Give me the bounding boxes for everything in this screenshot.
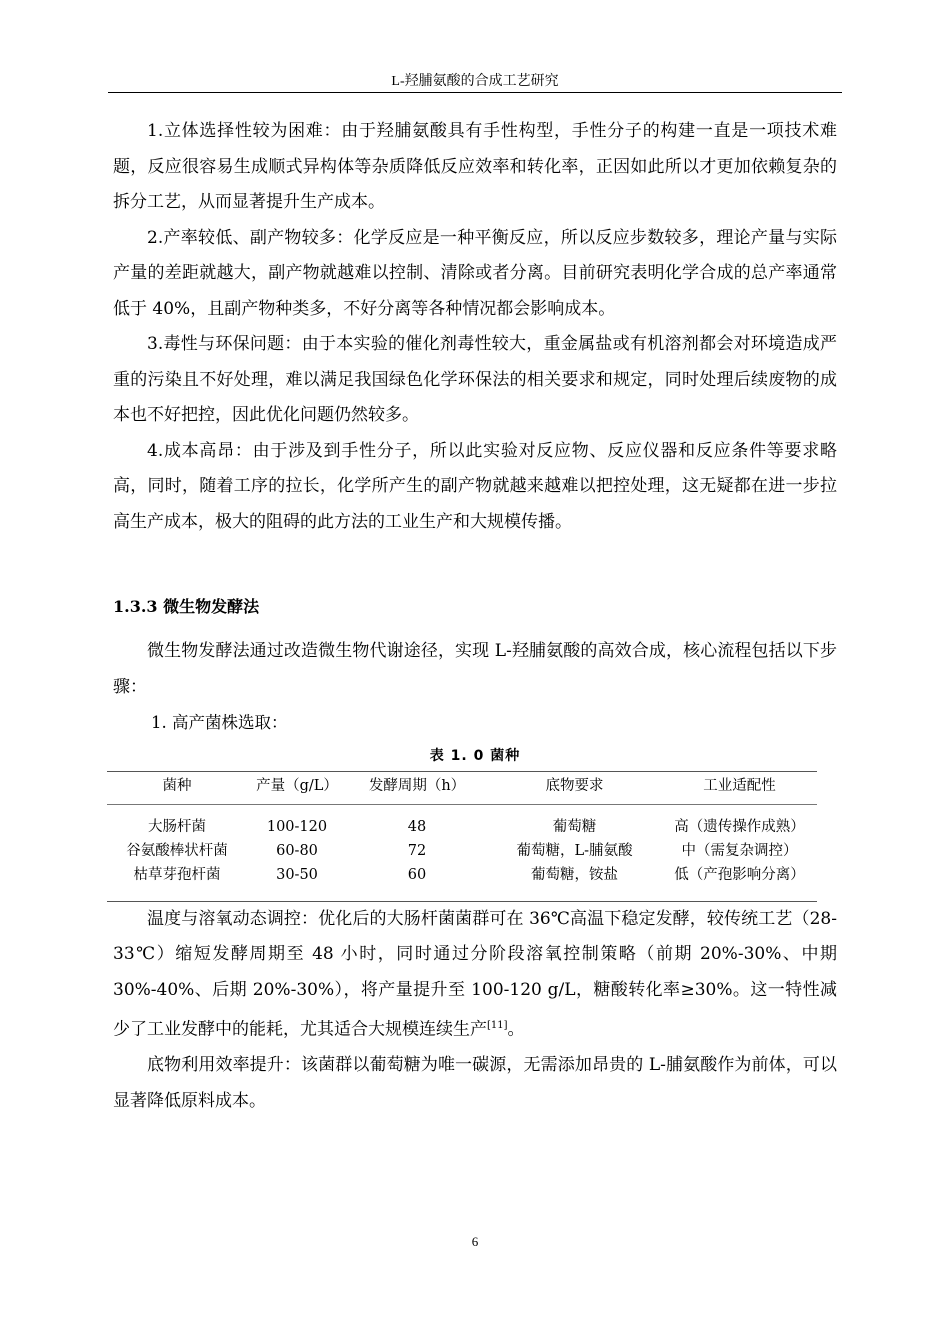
section-heading: 1.3.3 微生物发酵法 bbox=[113, 597, 260, 616]
table-cell: 72 bbox=[407, 842, 427, 859]
column-header: 产量（g/L） bbox=[256, 777, 338, 794]
column-header: 菌种 bbox=[162, 777, 192, 794]
section-intro: 微生物发酵法通过改造微生物代谢途径，实现 L-羟脯氨酸的高效合成，核心流程包括以下步骤： bbox=[113, 641, 837, 697]
table-cell: 葡萄糖，铵盐 bbox=[531, 866, 618, 883]
table-cell: 48 bbox=[407, 818, 427, 835]
list-item-strain-selection: 1. 高产菌株选取： bbox=[151, 713, 288, 732]
table-row bbox=[107, 804, 817, 839]
table-cell: 30-50 bbox=[276, 866, 318, 883]
citation-reference[interactable]: [11] bbox=[487, 1020, 508, 1031]
paragraph-end-mark: 。 bbox=[507, 1019, 525, 1040]
paragraph-low-yield: 2.产率较低、副产物较多：化学反应是一种平衡反应，所以反应步数较多，理论产量与实际产量的差距就越大，副产物就越难以控制、清除或者分离。目前研究表明化学合成的总产率通常低于 40%，且副产物种类多，不好分离等各种情况都会影响成本。 bbox=[113, 227, 837, 319]
table-caption: 表 1. 0 菌种 bbox=[429, 747, 521, 764]
table-cell: 60-80 bbox=[276, 842, 318, 859]
paragraph-text: 温度与溶氧动态调控：优化后的大肠杆菌菌群可在 36℃高温下稳定发酵，较传统工艺（28-33℃）缩短发酵周期至 48 小时，同时通过分阶段溶氧控制策略（前期 20%-30%、中期 30%-40%、后期 20%-30%），将产量提升至 100-120 g/L，糖酸转化率≥30%。这一特性减少了工业发酵中的能耗，尤其适合大规模连续生产 bbox=[113, 908, 837, 1040]
table-cell: 中（需复杂调控） bbox=[681, 842, 798, 859]
table-row bbox=[107, 863, 817, 902]
column-header: 发酵周期（h） bbox=[368, 777, 466, 794]
paragraph-toxicity: 3.毒性与环保问题：由于本实验的催化剂毒性较大，重金属盐或有机溶剂都会对环境造成严重的污染且不好处理，难以满足我国绿色化学环保法的相关要求和规定，同时处理后续废物的成本也不好把控，因此优化问题仍然较多。 bbox=[113, 334, 837, 425]
table-header-row bbox=[107, 771, 817, 804]
strain-table bbox=[107, 771, 817, 902]
column-header: 底物要求 bbox=[545, 777, 604, 794]
table-cell: 大肠杆菌 bbox=[148, 818, 206, 835]
paragraph-stereoselectivity: 1.立体选择性较为困难：由于羟脯氨酸具有手性构型，手性分子的构建一直是一项技术难题，反应很容易生成顺式异构体等杂质降低反应效率和转化率，正因如此所以才更加依赖复杂的拆分工艺，从而显著提升生产成本。 bbox=[113, 121, 837, 212]
table-cell: 低（产孢影响分离） bbox=[674, 866, 805, 883]
header-divider bbox=[108, 92, 842, 93]
table-cell: 100-120 bbox=[266, 818, 328, 835]
page-body bbox=[113, 114, 837, 1119]
table-cell: 枯草芽孢杆菌 bbox=[133, 866, 221, 883]
table-cell: 葡萄糖，L-脯氨酸 bbox=[516, 842, 633, 859]
table-cell: 高（遗传操作成熟） bbox=[674, 818, 805, 835]
paragraph-high-cost: 4.成本高昂：由于涉及到手性分子，所以此实验对反应物、反应仪器和反应条件等要求略高，同时，随着工序的拉长，化学所产生的副产物就越来越难以把控处理，这无疑都在进一步拉高生产成本，极大的阻碍的此方法的工业生产和大规模传播。 bbox=[113, 440, 837, 532]
paragraph-temperature-oxygen bbox=[113, 902, 837, 1049]
page-number: 6 bbox=[471, 1234, 479, 1249]
table-cell: 60 bbox=[407, 866, 427, 883]
table-cell: 葡萄糖 bbox=[552, 818, 597, 835]
column-header: 工业适配性 bbox=[703, 777, 776, 794]
table-row bbox=[107, 839, 817, 863]
table-cell: 谷氨酸棒状杆菌 bbox=[126, 842, 228, 859]
paragraph-substrate-efficiency: 底物利用效率提升：该菌群以葡萄糖为唯一碳源，无需添加昂贵的 L-脯氨酸作为前体，可以显著降低原料成本。 bbox=[113, 1055, 837, 1111]
running-header: L-羟脯氨酸的合成工艺研究 bbox=[391, 74, 559, 89]
